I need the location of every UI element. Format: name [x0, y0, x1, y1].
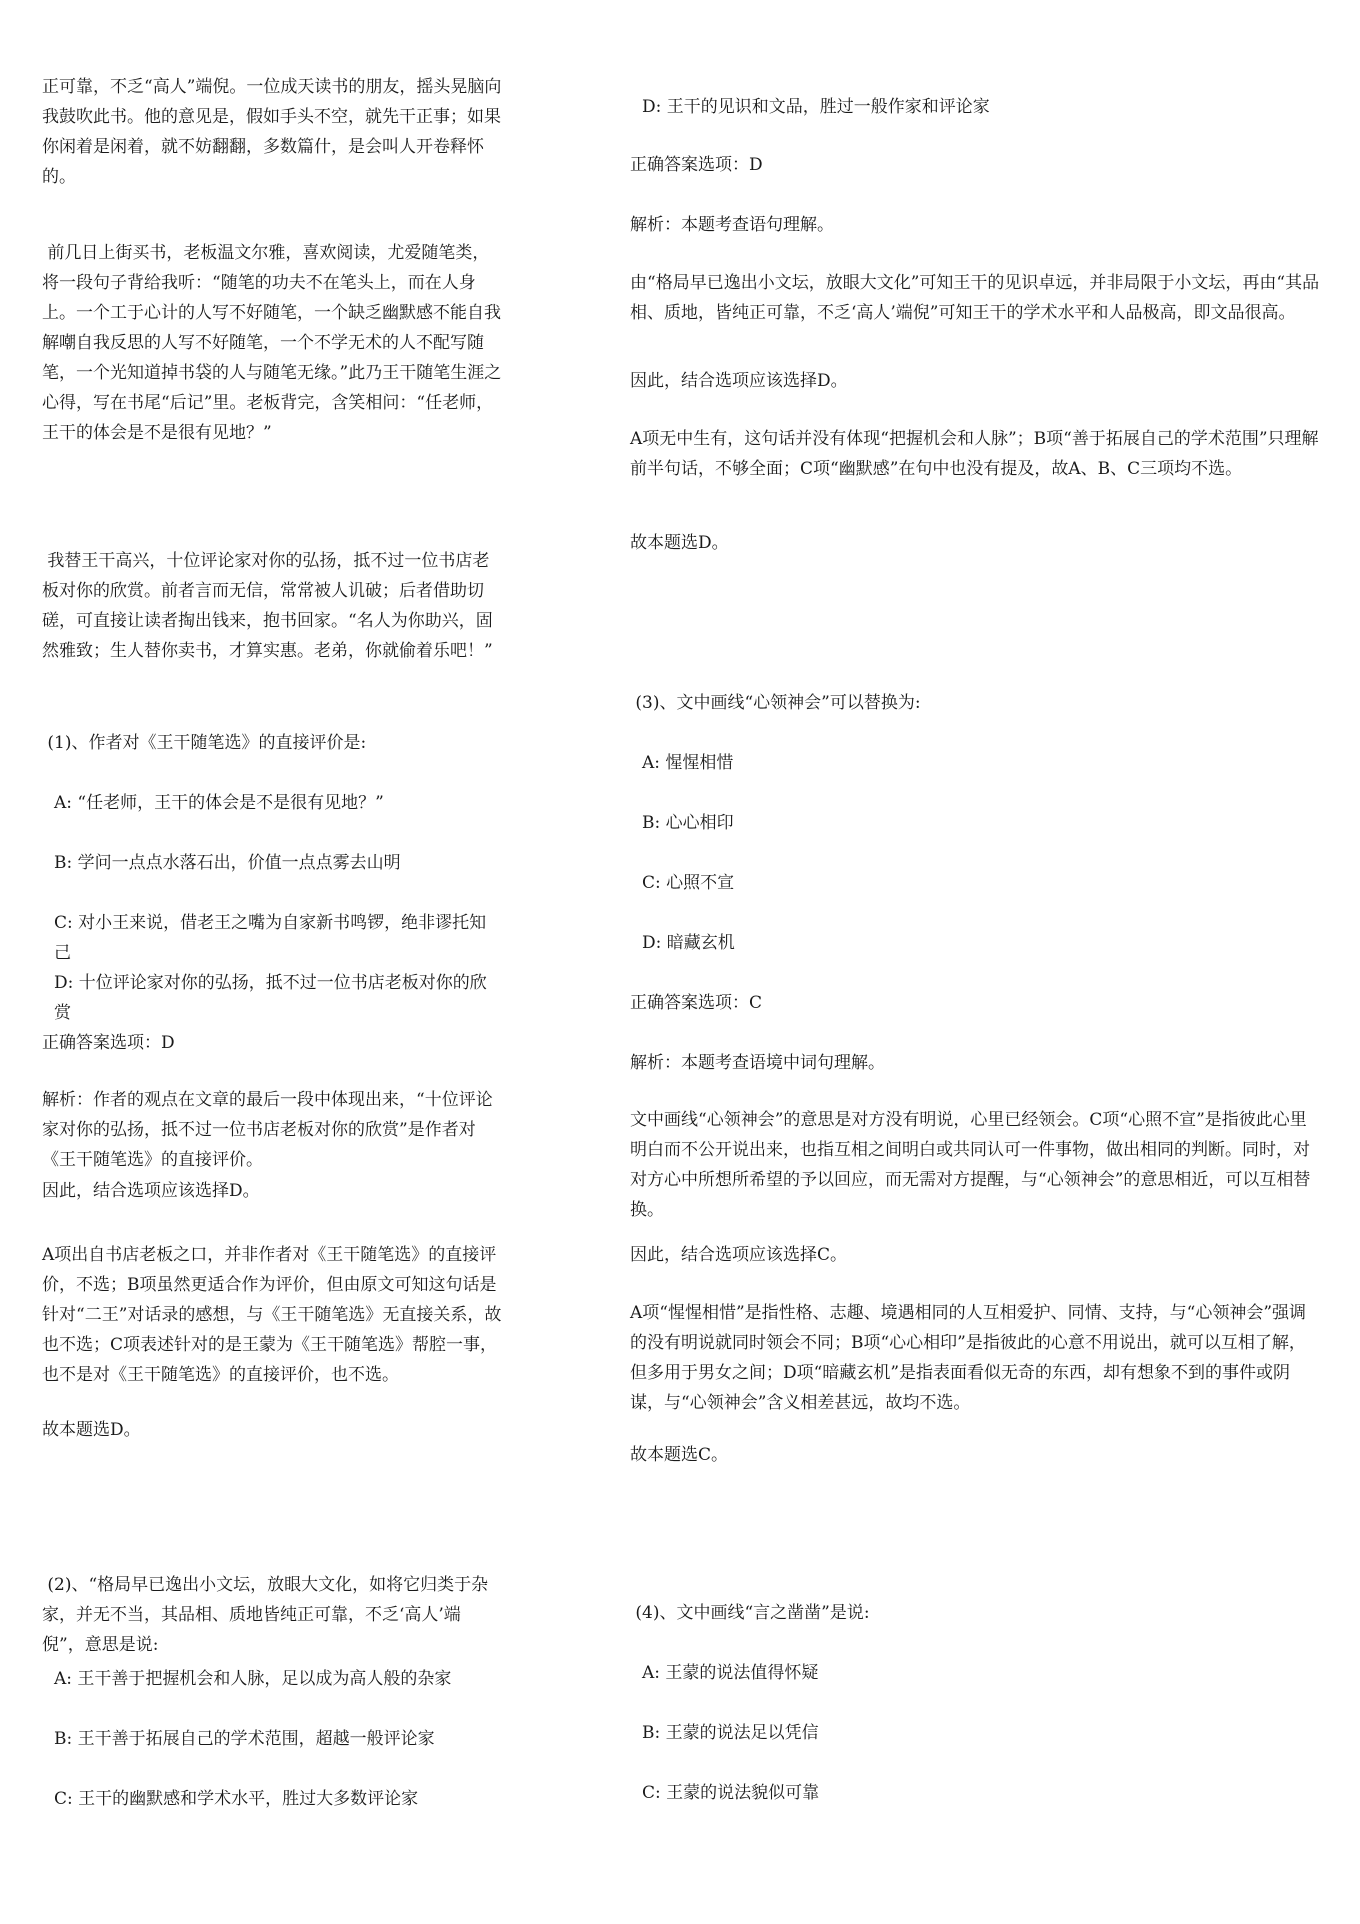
q3-analysis-5: 故本题选C。: [630, 1445, 729, 1465]
q1-option-b: B: 学问一点点水落石出，价值一点点雾去山明: [54, 853, 401, 873]
q2-answer: 正确答案选项：D: [630, 155, 763, 175]
q2-stem: (2)、“格局早已逸出小文坛，放眼大文化，如将它归类于杂家，并无不当，其品相、质地皆纯正可靠，不乏‘高人’端倪”，意思是说:: [42, 1575, 489, 1655]
right-column: [630, 0, 1320, 1924]
q3-analysis-3: 因此，结合选项应该选择C。: [630, 1245, 848, 1265]
q2-analysis-3: 因此，结合选项应该选择D。: [630, 371, 848, 391]
q1-analysis-4: 故本题选D。: [42, 1420, 141, 1440]
q3-answer: 正确答案选项：C: [630, 993, 763, 1013]
q2-option-d: D: 王干的见识和文品，胜过一般作家和评论家: [642, 97, 990, 117]
q2-analysis-1: 解析：本题考查语句理解。: [630, 215, 834, 235]
q1-analysis-3: A项出自书店老板之口，并非作者对《王干随笔选》的直接评价，不选；B项虽然更适合作为评价，但由原文可知这句话是针对“二王”对话录的感想，与《王干随笔选》无直接关系，故也不选；C项表述针对的是王蒙为《王干随笔选》帮腔一事，也不是对《王干随笔选》的直接评价，也不选。: [42, 1245, 502, 1385]
q3-option-b: B: 心心相印: [642, 813, 734, 833]
q2-option-c: C: 王干的幽默感和学术水平，胜过大多数评论家: [54, 1789, 419, 1809]
q4-option-b: B: 王蒙的说法足以凭信: [642, 1723, 819, 1743]
q1-option-c: C: 对小王来说，借老王之嘴为自家新书鸣锣，绝非谬托知己: [54, 913, 487, 963]
q3-analysis-1: 解析：本题考查语境中词句理解。: [630, 1053, 885, 1073]
left-column: [42, 0, 502, 1924]
q1-stem: (1)、作者对《王干随笔选》的直接评价是:: [42, 733, 367, 753]
q1-option-a: A: “任老师，王干的体会是不是很有见地？”: [54, 793, 384, 813]
q3-option-c: C: 心照不宣: [642, 873, 735, 893]
q2-analysis-4: A项无中生有，这句话并没有体现“把握机会和人脉”；B项“善于拓展自己的学术范围”只理解前半句话，不够全面；C项“幽默感”在句中也没有提及，故A、B、C三项均不选。: [630, 429, 1319, 479]
q2-option-a: A: 王干善于把握机会和人脉，足以成为高人般的杂家: [54, 1669, 452, 1689]
q1-answer: 正确答案选项：D: [42, 1033, 175, 1053]
q3-option-d: D: 暗藏玄机: [642, 933, 735, 953]
q1-analysis-1: 解析：作者的观点在文章的最后一段中体现出来，“十位评论家对你的弘扬，抵不过一位书店老板对你的欣赏”是作者对《王干随笔选》的直接评价。: [42, 1090, 493, 1170]
q1-analysis-2: 因此，结合选项应该选择D。: [42, 1181, 260, 1201]
q4-option-a: A: 王蒙的说法值得怀疑: [642, 1663, 819, 1683]
q3-analysis-2: 文中画线“心领神会”的意思是对方没有明说，心里已经领会。C项“心照不宣”是指彼此心里明白而不公开说出来，也指互相之间明白或共同认可一件事物，做出相同的判断。同时，对对方心中所想所希望的予以回应，而无需对方提醒，与“心领神会”的意思相近，可以互相替换。: [630, 1110, 1311, 1220]
q2-analysis-5: 故本题选D。: [630, 533, 729, 553]
q2-option-b: B: 王干善于拓展自己的学术范围，超越一般评论家: [54, 1729, 435, 1749]
q3-analysis-4: A项“惺惺相惜”是指性格、志趣、境遇相同的人互相爱护、同情、支持，与“心领神会”强调的没有明说就同时领会不同；B项“心心相印”是指彼此的心意不用说出，就可以互相了解，但多用于男女之间；D项“暗藏玄机”是指表面看似无奇的东西，却有想象不到的事件或阴谋，与“心领神会”含义相差甚远，故均不选。: [630, 1303, 1307, 1413]
q4-stem: (4)、文中画线“言之凿凿”是说:: [630, 1603, 870, 1623]
passage-paragraph-1: 正可靠，不乏“高人”端倪。一位成天读书的朋友，摇头晃脑向我鼓吹此书。他的意见是，假如手头不空，就先干正事；如果你闲着是闲着，就不妨翻翻，多数篇什，是会叫人开卷释怀的。: [42, 77, 502, 187]
q2-analysis-2: 由“格局早已逸出小文坛，放眼大文化”可知王干的见识卓远，并非局限于小文坛，再由“其品相、质地，皆纯正可靠，不乏‘高人’端倪”可知王干的学术水平和人品极高，即文品很高。: [630, 273, 1320, 323]
passage-paragraph-3: 我替王干高兴，十位评论家对你的弘扬，抵不过一位书店老板对你的欣赏。前者言而无信，常常被人讥破；后者借助切磋，可直接让读者掏出钱来，抱书回家。“名人为你助兴，固然雅致；生人替你卖书，才算实惠。老弟，你就偷着乐吧！”: [42, 551, 493, 661]
passage-paragraph-2: 前几日上街买书，老板温文尔雅，喜欢阅读，尤爱随笔类，将一段句子背给我听：“随笔的功夫不在笔头上，而在人身上。一个工于心计的人写不好随笔，一个缺乏幽默感不能自我解嘲自我反思的人写不好随笔，一个不学无术的人不配写随笔，一个光知道掉书袋的人与随笔无缘。”此乃王干随笔生涯之心得，写在书尾“后记”里。老板背完，含笑相问：“任老师，王干的体会是不是很有见地？”: [42, 243, 502, 443]
q4-option-c: C: 王蒙的说法貌似可靠: [642, 1783, 820, 1803]
q1-option-d: D: 十位评论家对你的弘扬，抵不过一位书店老板对你的欣赏: [54, 973, 487, 1023]
q3-option-a: A: 惺惺相惜: [642, 753, 734, 773]
q3-stem: (3)、文中画线“心领神会”可以替换为:: [630, 693, 921, 713]
